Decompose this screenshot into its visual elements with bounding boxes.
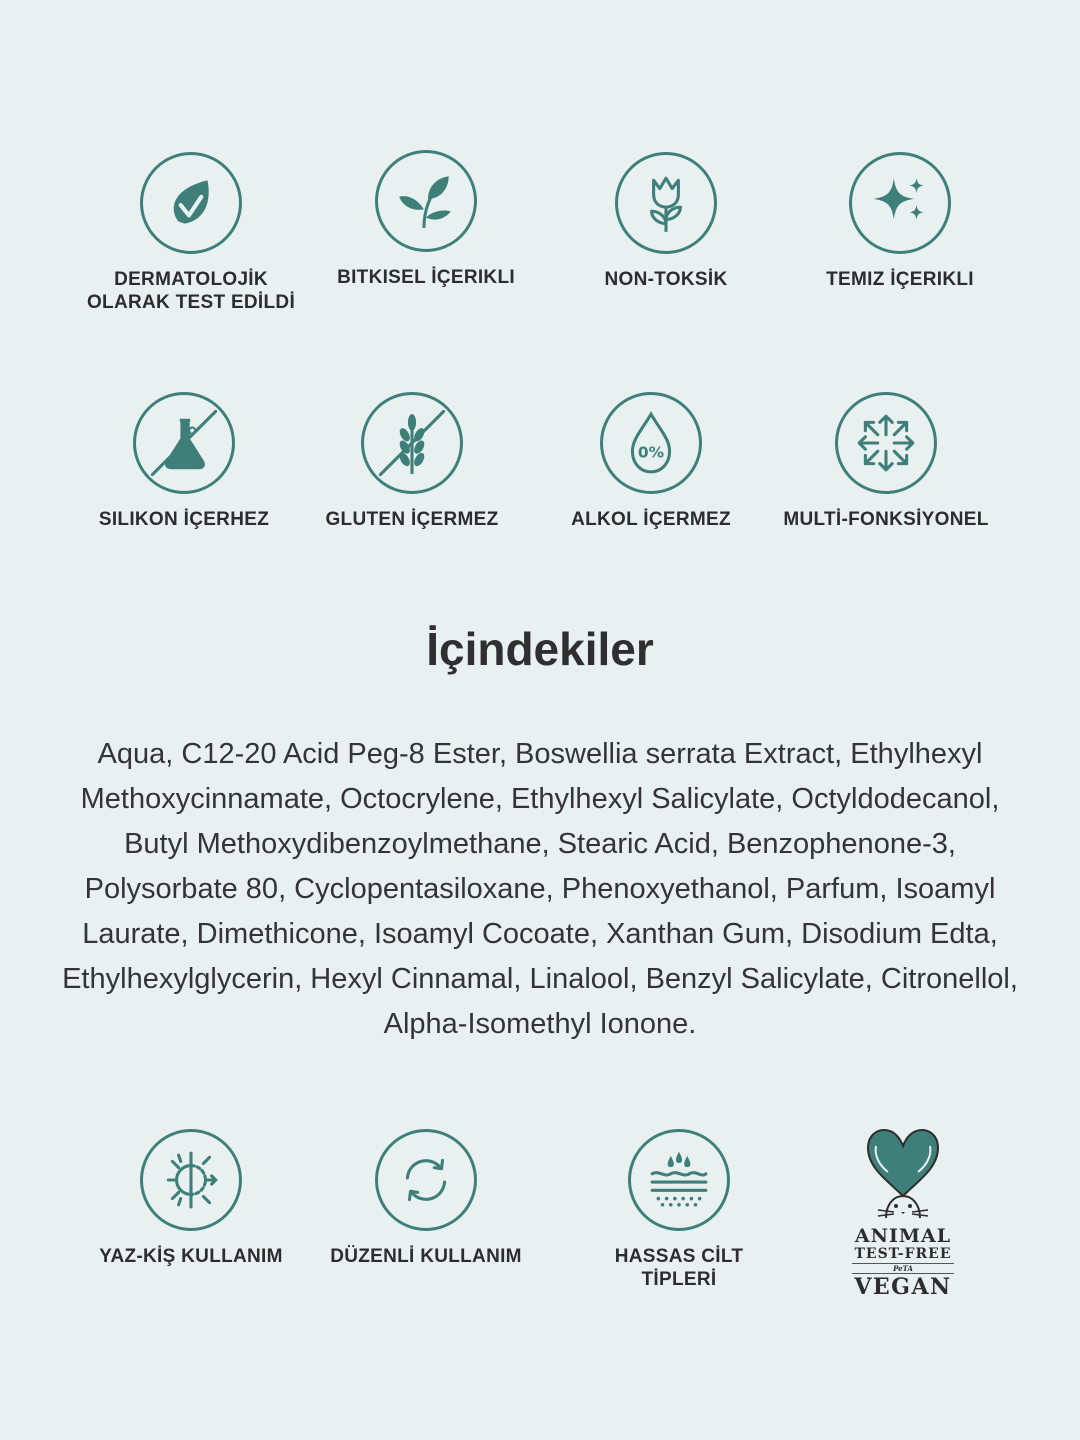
badge-label: BITKISEL İÇERIKLI (337, 267, 515, 288)
badge-label: YAZ-KİŞ KULLANIM (99, 1246, 283, 1267)
peta-line-test-free: TEST-FREE (854, 1246, 952, 1262)
badge-label: HASSAS CİLT TİPLERİ (614, 1246, 744, 1290)
badge-herbal (306, 150, 546, 289)
peta-vegan-logo (838, 1126, 968, 1299)
ingredients-text: Aqua, C12-20 Acid Peg-8 Ester, Boswellia serrata Extract, Ethylhexyl Methoxycinnamate, Octocrylene, Ethylhexyl Salicylate, Octyldodecanol, Butyl Methoxydibenzoylmethane, Stearic Acid, Benzophenone-3, Polysorbate 80, Cyclopentasiloxane, Phenoxyethanol, Parfum, Isoamyl Laurate, Dimethicone, Isoamyl Cocoate, Xanthan Gum, Disodium Edta, Ethylhexylglycerin, Hexyl Cinnamal, Linalool, Benzyl Salicylate, Citronellol, Alpha-Isomethyl Ionone. (62, 738, 1018, 1040)
badge-label: SILIKON İÇERHEZ (98, 509, 270, 530)
badge-gluten-free (292, 392, 532, 531)
sun-snow-icon (140, 1129, 242, 1231)
badge-clean-ingredients (780, 152, 1020, 291)
badge-label: MULTİ-FONKSİYONEL (783, 509, 989, 530)
no-flask-icon (133, 392, 235, 494)
badge-non-toxic (546, 152, 786, 291)
badge-dermatologically-tested (71, 152, 311, 314)
tulip-icon (615, 152, 717, 254)
drop-zero-percent-icon (600, 392, 702, 494)
badge-label: DERMATOLOJİK OLARAK TEST EDİLDİ (86, 269, 296, 313)
badge-regular-use (306, 1129, 546, 1268)
drop-percent-text: 0% (637, 443, 665, 462)
badge-no-silicone (64, 392, 304, 531)
plant-leaves-icon (375, 150, 477, 252)
badge-label: GLUTEN İÇERMEZ (325, 509, 499, 530)
badge-summer-winter (71, 1129, 311, 1268)
badge-sensitive-skin (559, 1129, 799, 1291)
bunny-heart-icon (858, 1126, 948, 1226)
peta-line-vegan: VEGAN (854, 1274, 952, 1300)
badge-label: NON-TOKSİK (604, 269, 728, 290)
no-wheat-icon (361, 392, 463, 494)
badge-alcohol-free (531, 392, 771, 531)
peta-line-animal: ANIMAL (854, 1225, 952, 1247)
multi-arrows-icon (835, 392, 937, 494)
badge-label: ALKOL İÇERMEZ (571, 509, 731, 530)
sparkle-icon (849, 152, 951, 254)
badge-label: DÜZENLİ KULLANIM (330, 1246, 522, 1267)
badge-multifunctional (766, 392, 1006, 531)
peta-line-brand: PeTA (852, 1263, 954, 1274)
skin-layers-icon (628, 1129, 730, 1231)
refresh-icon (375, 1129, 477, 1231)
leaf-check-icon (140, 152, 242, 254)
badge-label: TEMIZ İÇERIKLI (826, 269, 974, 290)
ingredients-title: İçindekiler (426, 623, 654, 675)
